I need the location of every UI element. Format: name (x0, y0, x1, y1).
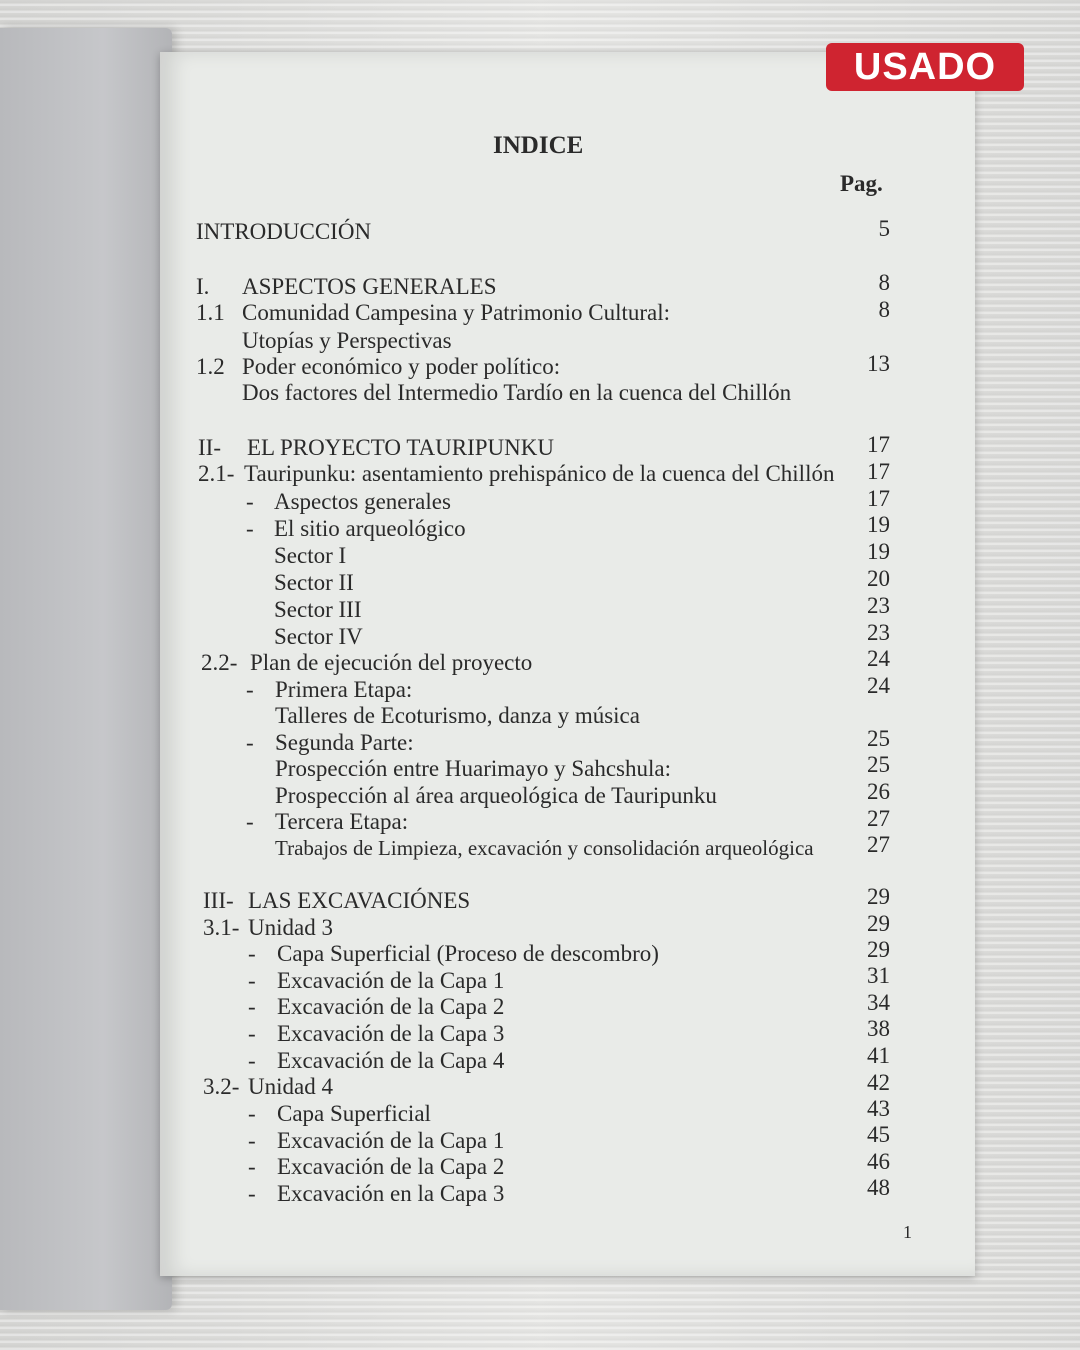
toc-page-number: 29 (867, 911, 890, 936)
toc-bullet-dash: - (248, 968, 256, 993)
used-badge: USADO (826, 43, 1024, 91)
toc-entry-number: II- (198, 435, 221, 460)
toc-page-number: 23 (867, 620, 890, 645)
toc-entry-title: Comunidad Campesina y Patrimonio Cultural: (242, 300, 671, 325)
toc-entry-title: Segunda Parte: (275, 730, 414, 755)
toc-entry-title: Sector I (274, 543, 347, 568)
toc-entry-number: 3.1- (203, 915, 240, 940)
toc-page-number: 45 (867, 1122, 890, 1147)
toc-entry-title: INTRODUCCIÓN (196, 219, 372, 244)
toc-page-number: 26 (867, 779, 890, 804)
toc-page-number: 8 (878, 270, 890, 295)
page-number: 1 (903, 1222, 912, 1242)
toc-page-number: 48 (867, 1175, 890, 1200)
toc-entry-title: Capa Superficial (277, 1101, 431, 1126)
toc-bullet-dash: - (248, 1181, 256, 1206)
toc-bullet-dash: - (248, 1048, 256, 1073)
toc-entry-title: ASPECTOS GENERALES (242, 274, 497, 299)
toc-bullet-dash: - (248, 1101, 256, 1126)
toc-entry-title: Tercera Etapa: (275, 809, 409, 834)
toc-entry-title: El sitio arqueológico (274, 516, 466, 541)
toc-page-number: 29 (867, 937, 890, 962)
toc-entry-title: Unidad 4 (248, 1074, 333, 1099)
toc-entry-number: 3.2- (203, 1074, 240, 1099)
toc-entry-number: 2.1- (198, 461, 235, 486)
toc-page-number: 46 (867, 1149, 890, 1174)
toc-entry-title: Primera Etapa: (275, 677, 413, 702)
toc-bullet-dash: - (248, 941, 256, 966)
toc-entry-title: Sector IV (274, 624, 363, 649)
page-title: INDICE (493, 132, 584, 159)
pag-header: Pag. (840, 171, 883, 196)
toc-entry-title: Talleres de Ecoturismo, danza y música (275, 703, 640, 728)
toc-page-number: 25 (867, 726, 890, 751)
toc-entry-title: Sector III (274, 597, 362, 622)
toc-entry-title: Aspectos generales (274, 489, 451, 514)
toc-bullet-dash: - (246, 489, 254, 514)
toc-entry-title: Tauripunku: asentamiento prehispánico de la cuenca del Chillón (244, 461, 835, 486)
toc-page-number: 42 (867, 1070, 890, 1095)
toc-entry-number: 1.2 (196, 354, 225, 379)
toc-page-number: 27 (867, 806, 890, 831)
toc-bullet-dash: - (248, 1154, 256, 1179)
toc-page-number: 13 (867, 351, 890, 376)
toc-entry-title: Trabajos de Limpieza, excavación y consolidación arqueológica (275, 836, 814, 860)
toc-entry-title: Utopías y Perspectivas (242, 328, 452, 353)
toc-entry-title: Excavación de la Capa 1 (277, 968, 505, 993)
toc-entry-title: EL PROYECTO TAURIPUNKU (247, 435, 554, 460)
book-back-cover (0, 28, 172, 1310)
toc-page-number: 24 (867, 673, 890, 698)
toc-page-number: 20 (867, 566, 890, 591)
toc-entry-title: Capa Superficial (Proceso de descombro) (277, 941, 659, 966)
toc-page-number: 43 (867, 1096, 890, 1121)
toc-entry-title: Unidad 3 (248, 915, 333, 940)
toc-page-number: 17 (867, 459, 890, 484)
toc-entry-title: Excavación de la Capa 2 (277, 994, 505, 1019)
toc-page-number: 19 (867, 539, 890, 564)
toc-page-number: 17 (867, 432, 890, 457)
toc-bullet-dash: - (248, 1128, 256, 1153)
toc-entry-title: LAS EXCAVACIÓNES (248, 888, 471, 913)
toc-page-number: 5 (878, 216, 890, 241)
toc-entry-title: Excavación de la Capa 3 (277, 1021, 505, 1046)
toc-bullet-dash: - (246, 730, 254, 755)
toc-page-number: 25 (867, 752, 890, 777)
toc-bullet-dash: - (248, 1021, 256, 1046)
toc-entry-title: Dos factores del Intermedio Tardío en la cuenca del Chillón (242, 380, 792, 405)
toc-page-number: 8 (878, 297, 890, 322)
toc-entry-title: Excavación en la Capa 3 (277, 1181, 505, 1206)
toc-page-number: 38 (867, 1016, 890, 1041)
toc-page-number: 17 (867, 486, 890, 511)
toc-bullet-dash: - (248, 994, 256, 1019)
toc-page-number: 31 (867, 963, 890, 988)
toc-entry-title: Poder económico y poder político: (242, 354, 561, 379)
toc-page-number: 27 (867, 832, 890, 857)
toc-page-number: 41 (867, 1043, 890, 1068)
toc-page-number: 34 (867, 990, 890, 1015)
toc-page-number: 29 (867, 884, 890, 909)
toc-entry-title: Prospección al área arqueológica de Tauripunku (275, 783, 717, 808)
toc-entry-title: Sector II (274, 570, 354, 595)
toc-page-number: 23 (867, 593, 890, 618)
toc-entry-number: 1.1 (196, 300, 225, 325)
toc-entry-title: Excavación de la Capa 2 (277, 1154, 505, 1179)
toc-entry-number: III- (203, 888, 234, 913)
toc-entry-title: Prospección entre Huarimayo y Sahcshula: (275, 756, 671, 781)
toc-entry-number: 2.2- (201, 650, 238, 675)
toc-entry-number: I. (196, 274, 210, 299)
toc-page-number: 24 (867, 646, 890, 671)
toc-bullet-dash: - (246, 809, 254, 834)
toc-entry-title: Excavación de la Capa 1 (277, 1128, 505, 1153)
toc-entry-title: Excavación de la Capa 4 (277, 1048, 505, 1073)
toc-bullet-dash: - (246, 677, 254, 702)
toc-bullet-dash: - (246, 516, 254, 541)
toc-page-number: 19 (867, 512, 890, 537)
toc-entry-title: Plan de ejecución del proyecto (250, 650, 533, 675)
